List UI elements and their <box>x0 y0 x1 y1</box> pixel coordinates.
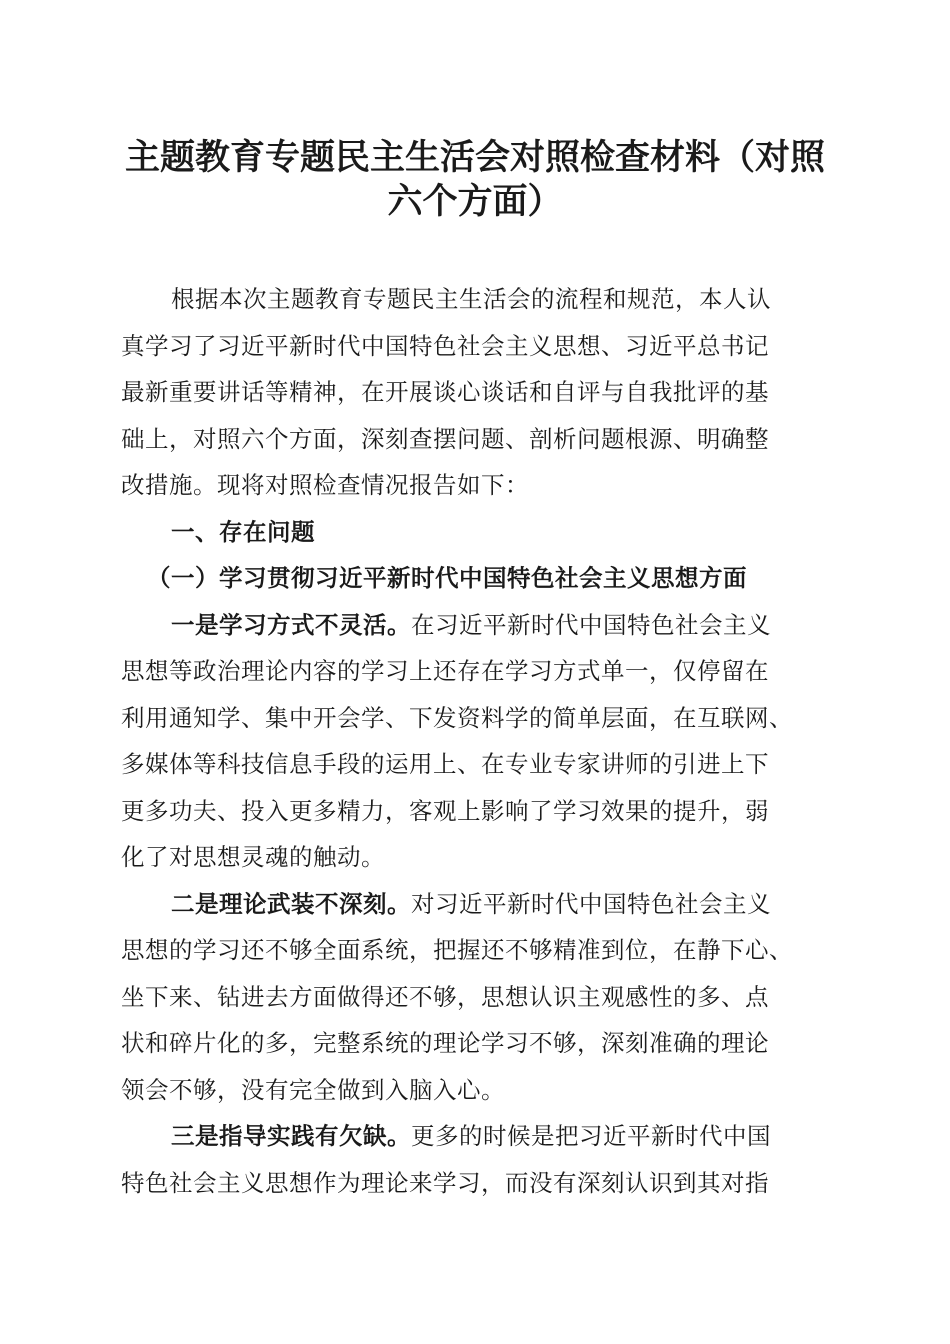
paragraph-line: 特色社会主义思想作为理论来学习，而没有深刻认识到其对指 <box>121 1168 769 1197</box>
paragraph-line: 状和碎片化的多，完整系统的理论学习不够，深刻准确的理论 <box>121 1029 769 1057</box>
paragraph-line: 化了对思想灵魂的触动。 <box>121 843 385 871</box>
item-text: 对习近平新时代中国特色社会主义 <box>411 889 771 918</box>
title-line-1: 主题教育专题民主生活会对照检查材料（对照 <box>124 138 825 178</box>
paragraph-line: 更多功夫、投入更多精力，客观上影响了学习效果的提升，弱 <box>121 796 769 825</box>
paragraph-line: 思想等政治理论内容的学习上还存在学习方式单一，仅停留在 <box>121 657 769 685</box>
intro-line: 最新重要讲话等精神，在开展谈心谈话和自评与自我批评的基 <box>121 378 769 406</box>
paragraph-line <box>121 1113 826 1160</box>
item-lead: 一是学习方式不灵活。 <box>171 610 411 639</box>
item-lead: 三是指导实践有欠缺。 <box>171 1122 411 1150</box>
paragraph-line: 多媒体等科技信息手段的运用上、在专业专家讲师的引进上下 <box>121 750 769 778</box>
paragraph-line: 坐下来、钻进去方面做得还不够，思想认识主观感性的多、点 <box>121 982 769 1011</box>
intro-line: 根据本次主题教育专题民主生活会的流程和规范，本人认 <box>171 285 771 313</box>
item-lead: 二是理论武装不深刻。 <box>171 889 411 918</box>
document-body <box>121 276 826 1206</box>
paragraph-line: 领会不够，没有完全做到入脑入心。 <box>121 1075 505 1104</box>
subsection-heading: （一）学习贯彻习近平新时代中国特色社会主义思想方面 <box>147 564 747 592</box>
intro-line: 改措施。现将对照检查情况报告如下： <box>121 471 529 499</box>
section-heading: 一、存在问题 <box>171 517 315 546</box>
paragraph-line: 利用通知学、集中开会学、下发资料学的简单层面，在互联网、 <box>121 703 793 732</box>
paragraph-line <box>121 602 826 649</box>
paragraph-line <box>121 881 826 928</box>
intro-line: 础上，对照六个方面，深刻查摆问题、剖析问题根源、明确整 <box>121 424 769 453</box>
item-text: 在习近平新时代中国特色社会主义 <box>411 610 771 639</box>
item-text: 更多的时候是把习近平新时代中国 <box>411 1122 771 1150</box>
paragraph-line: 思想的学习还不够全面系统，把握还不够精准到位，在静下心、 <box>121 936 793 964</box>
document-title <box>100 136 850 224</box>
title-line-2: 六个方面） <box>387 182 563 222</box>
intro-line: 真学习了习近平新时代中国特色社会主义思想、习近平总书记 <box>121 331 769 360</box>
